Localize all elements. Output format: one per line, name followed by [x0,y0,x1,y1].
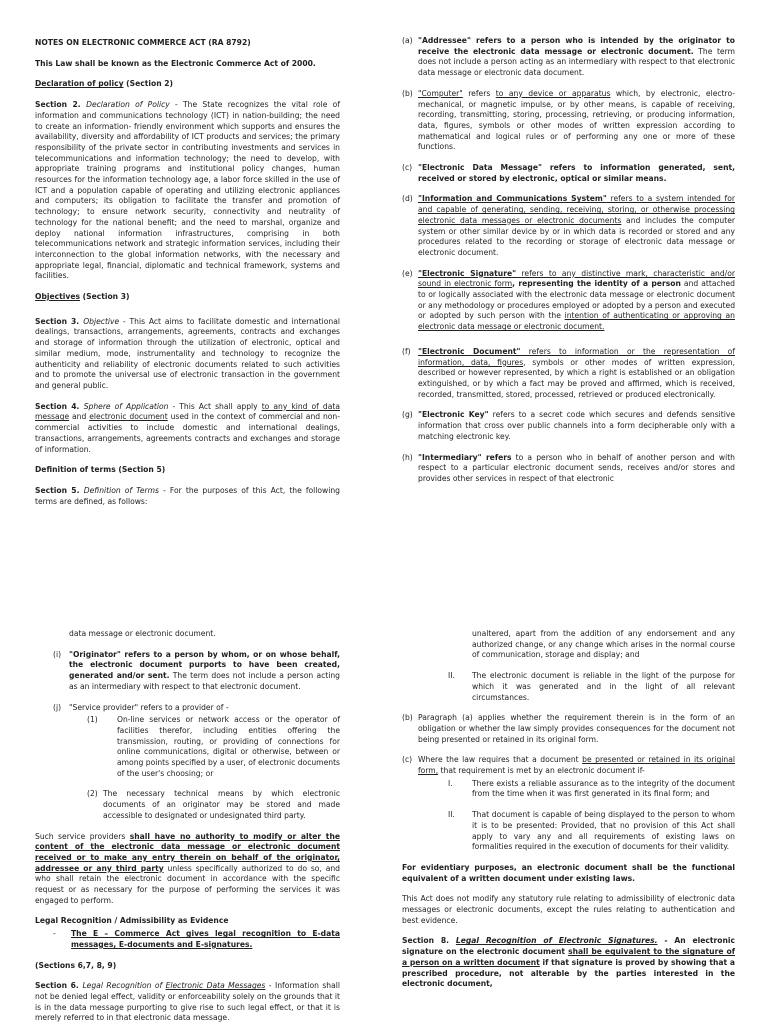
page1-right-column [402,36,735,495]
page2-right-column [402,629,735,1000]
evidentiary-note: For evidentiary purposes, an electronic document shall be the functional equivalent of a written document under existing laws. [402,862,735,883]
doc-title: NOTES ON ELECTRONIC COMMERCE ACT (RA 8792) [35,38,251,47]
continued-text-right: unaltered, apart from the addition of any endorsement and any authorized change, or any change which arises in the normal course of communication, storage and display; and [472,629,735,660]
section-6: Section 6. Legal Recognition of Electronic Data Messages - Information shall not be denied legal effect, validity or enforceability solely on the grounds that it is in the data message purporting to give rise to such legal effect, or that it is merely referred to in that electronic data message. [35,981,340,1023]
definition-e: (e) "Electronic Signature" refers to any distinctive mark, characteristic and/or sound in electronic form, representing the identity of a person and attached to or logically associated with the electronic data message or electronic document or any methodology or procedures employed or adopted by a person and executed or adopted by such person with the intention of authenticating or approving an electronic data message or electronic document. [402,268,736,332]
definition-h: (h) "Intermediary" refers to a person who in behalf of another person and with respect to a particular electronic document sends, receives and/or stores and provides other services in respect of that electronic [402,452,735,483]
page2-left-column [35,629,340,1024]
legal-recognition-bullet: - The E – Commerce Act gives legal recognition to E-data messages, E-documents and E-signatures. [53,929,340,949]
clause-a-ii: II. The electronic document is reliable in the light of the purpose for which it was generated and in the light of all relevant circumstances. [448,671,735,702]
service-provider-1: (1) On-line services or network access or the operator of facilities therefor, including entities offering the transmission, routing, or providing of connections for online communications, digital or otherwise, between or among points specified by a user, of electronic documents of the user's choosing; or [87,715,340,778]
definition-b: (b) "Computer" refers to any device or apparatus which, by electronic, electro- mechanical, or magnetic impulse, or by other means, is capable of receiving, recording, transmitting, storing, processing, retrieving, or producing information, data, figures, symbols or other modes of written expression according to mathematical and logical rules or of performing any one or more of these functions. [402,88,735,152]
continued-text: data message or electronic document. [69,629,216,638]
definition-f: (f) "Electronic Document" refers to information or the representation of information, data, figures, symbols or other modes of written expression, described or however represented, by which a right is established or an obligation extinguished, or by which a fact may be proved and affirmed, which is received, recorded, transmitted, stored, processed, retrieved or produced electronically. [402,346,735,399]
section-3: Section 3. Objective - This Act aims to facilitate domestic and international dealings, transactions, arrangements, agreements, contracts and exchanges and storage of information through the utilization of electronic, optical and similar medium, mode, instrumentality and technology to recognize the authenticity and reliability of electronic documents related to such activities and to promote the universal use of electronic transaction in the government and general public. [35,316,340,390]
declaration-heading: Declaration of policy (Section 2) [35,79,174,89]
definition-g: (g) "Electronic Key" refers to a secret code which secures and defends sensitive information that cross over public channels into a form decipherable only with a matching electronic key. [402,410,736,441]
objectives-heading: Objectives (Section 3) [35,292,130,302]
legal-recognition-heading: Legal Recognition / Admissibility as Evidence [35,916,229,926]
service-provider-note: Such service providers shall have no authority to modify or alter the content of the electronic data message or electronic document received or to make any entry therein on behalf of the originator, addressee or any third party unless specifically authorized to do so, and who shall retain the electronic document in accordance with the specific request or as necessary for the purpose of performing the services it was engaged to perform. [35,831,340,905]
definition-j: (j) "Service provider" refers to a provider of - [53,702,229,712]
clause-c-i: I. There exists a reliable assurance as to the integrity of the document from the time when it was first generated in its final form; and [448,778,735,799]
no-modification-note: This Act does not modify any statutory rule relating to admissibility of electronic data messages or electronic documents, except the rules relating to authentication and best evidence. [402,894,735,925]
definitions-heading: Definition of terms (Section 5) [35,465,166,475]
section-5: Section 5. Definition of Terms - For the purposes of this Act, the following terms are defined, as follows: [35,485,340,506]
paragraph-c: (c) Where the law requires that a document be presented or retained in its original form, that requirement is met by an electronic document if- [402,755,736,776]
definition-c: (c) "Electronic Data Message" refers to information generated, sent, received or stored by electronic, optical or similar means. [402,163,735,183]
section-2: Section 2. Declaration of Policy - The State recognizes the vital role of information and communications technology (ICT) in nation-building; the need to create an information- friendly environment which supports and ensures the availability, diversity and affordability of ICT products and services; the primary responsibility of the private sector in contributing investments and services in telecommunications and information technology; the need to develop, with appropriate training programs and institutional policy changes, human resources for the information technology age, a labor force skilled in the use of ICT and a population capable of operating and utilizing electronic appliances and computers; its obligation to facilitate the transfer and promotion of technology; to ensure network security, connectivity and neutrality of technology for the national benefit; and the need to marshal, organize and deploy national information infrastructures, comprising in both telecommunications network and strategic information services, including their interconnection to the global information networks, with the necessary and appropriate legal, financial, diplomatic and technical framework, systems and facilities. [35,100,340,281]
paragraph-b: (b) Paragraph (a) applies whether the requirement therein is in the form of an obligation or whether the law simply provides consequences for the document not being presented or retained in its original form. [402,713,735,744]
section-8: Section 8. Legal Recognition of Electronic Signatures. - An electronic signature on the electronic document shall be equivalent to the signature of a person on a written document if that signature is proved by showing that a prescribed procedure, not alterable by the parties interested in the electronic document, [402,936,735,989]
sections-reference: (Sections 6,7, 8, 9) [35,960,117,970]
clause-c-ii: II. That document is capable of being displayed to the person to whom it is to be presented: Provided, that no provision of this Act shall apply to vary any and all requirements of existing laws on formalities required in the execution of documents for their validity. [448,810,735,852]
definition-d: (d) "Information and Communications System" refers to a system intended for and capable of generating, sending, receiving, storing, or otherwise processing electronic data messages or electronic documents and includes the computer system or other similar device by or in which data is recorded or stored and any procedures related to the recording or storage of electronic data message or electronic document. [402,194,736,257]
page-2 [0,512,768,1024]
definition-i: (i) "Originator" refers to a person by whom, or on whose behalf, the electronic document purports to have been created, generated and/or sent. The term does not include a person acting as an intermediary with respect to that electronic document. [53,649,340,691]
page1-left-column [35,38,340,512]
intro-line: This Law shall be known as the Electronic Commerce Act of 2000. [35,58,316,68]
definition-a: (a) "Addressee" refers to a person who is intended by the originator to receive the electronic data message or electronic document. The term does not include a person acting as an intermediary with respect to that electronic data message or electronic data document. [402,36,735,78]
section-4: Section 4. Sphere of Application - This Act shall apply to any kind of data message and electronic document used in the context of commercial and non-commercial activities to include domestic and international dealings, transactions, arrangements, agreements contracts and exchanges and storage of information. [35,401,340,454]
service-provider-2: (2) The necessary technical means by which electronic documents of an originator may be stored and made accessible to designated or undesignated third party. [87,789,340,820]
